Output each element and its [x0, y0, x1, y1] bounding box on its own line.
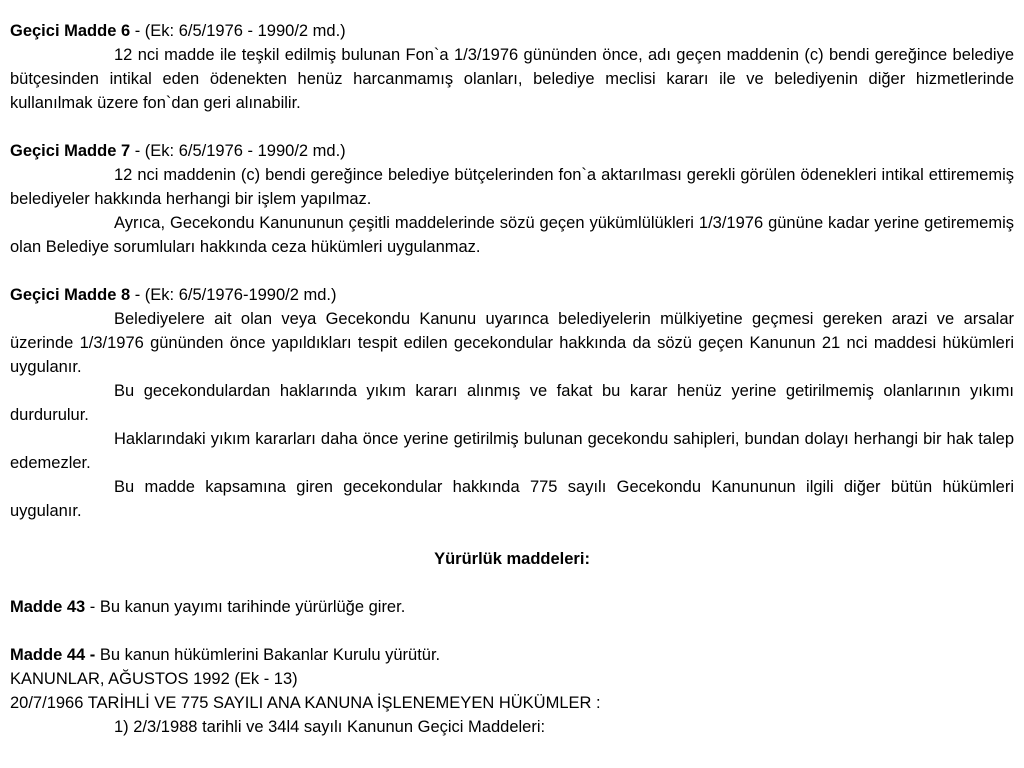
spacer — [10, 523, 1014, 547]
madde-43-label: Madde 43 — [10, 598, 86, 616]
madde-43 — [10, 595, 1014, 619]
spacer — [10, 259, 1014, 283]
madde-7-heading — [10, 139, 1014, 163]
madde-7-label: Geçici Madde 7 — [10, 142, 131, 160]
madde-8-paragraph-3: Haklarındaki yıkım kararları daha önce yerine getirilmiş bulunan gecekondu sahipleri, bundan dolayı herhangi bir hak talep edemezler. — [10, 430, 1014, 472]
madde-8-paragraph-4: Bu madde kapsamına giren gecekondular hakkında 775 sayılı Gecekondu Kanununun ilgili diğer bütün hükümleri uygulanır. — [10, 478, 1014, 520]
madde-7-paragraph-1: 12 nci maddenin (c) bendi gereğince belediye bütçelerinden fon`a aktarılması gerekli görülen ödenekleri intikal ettirememiş belediyeler hakkında herhangi bir işlem yapılmaz. — [10, 166, 1014, 208]
madde-8-suffix: - (Ek: 6/5/1976-1990/2 md.) — [130, 286, 337, 304]
madde-7-paragraph-2: Ayrıca, Gecekondu Kanununun çeşitli maddelerinde sözü geçen yükümlülükleri 1/3/1976 gününe kadar yerine getirememiş olan Belediye sorumluları hakkında ceza hükümleri uygulanmaz. — [10, 214, 1014, 256]
section-title: Yürürlük maddeleri: — [434, 550, 590, 568]
spacer — [10, 619, 1014, 643]
madde-6-heading — [10, 19, 1014, 43]
madde-8-heading — [10, 283, 1014, 307]
madde-8-paragraph-2: Bu gecekondulardan haklarında yıkım kararı alınmış ve fakat bu karar henüz yerine getirilmemiş olanlarının yıkımı durdurulur. — [10, 382, 1014, 424]
madde-44-text: Bu kanun hükümlerini Bakanlar Kurulu yürütür. — [95, 646, 441, 664]
document-page — [10, 19, 1014, 739]
spacer — [10, 115, 1014, 139]
madde-6-suffix: - (Ek: 6/5/1976 - 1990/2 md.) — [130, 22, 346, 40]
last-line: 1) 2/3/1988 tarihli ve 34l4 sayılı Kanunun Geçici Maddeleri: — [114, 718, 546, 736]
madde-43-text: - Bu kanun yayımı tarihinde yürürlüğe girer. — [85, 598, 406, 616]
madde-44-label: Madde 44 - — [10, 646, 96, 664]
footer-line-2: 20/7/1966 TARİHLİ VE 775 SAYILI ANA KANUNA İŞLENEMEYEN HÜKÜMLER : — [10, 694, 601, 712]
footer-line-1: KANUNLAR, AĞUSTOS 1992 (Ek - 13) — [10, 670, 298, 688]
madde-7-suffix: - (Ek: 6/5/1976 - 1990/2 md.) — [130, 142, 346, 160]
madde-6-label: Geçici Madde 6 — [10, 22, 131, 40]
madde-44 — [10, 643, 1014, 667]
madde-8-paragraph-1: Belediyelere ait olan veya Gecekondu Kanunu uyarınca belediyelerin mülkiyetine geçmesi gereken arazi ve arsalar üzerinde 1/3/1976 gününden önce yapıldıkları tespit edilen gecekondular hakkında da sözü geçen Kanunun 21 nci maddesi hükümleri uygulanır. — [10, 310, 1014, 376]
spacer — [10, 571, 1014, 595]
madde-8-label: Geçici Madde 8 — [10, 286, 131, 304]
madde-6-paragraph-1: 12 nci madde ile teşkil edilmiş bulunan Fon`a 1/3/1976 gününden önce, adı geçen maddenin (c) bendi gereğince belediye bütçesinden intikal eden ödenekten henüz harcanmamış olanları, belediye meclisi kararı ile ve belediyenin diğer hizmetlerinde kullanılmak üzere fon`dan geri alınabilir. — [10, 46, 1014, 112]
